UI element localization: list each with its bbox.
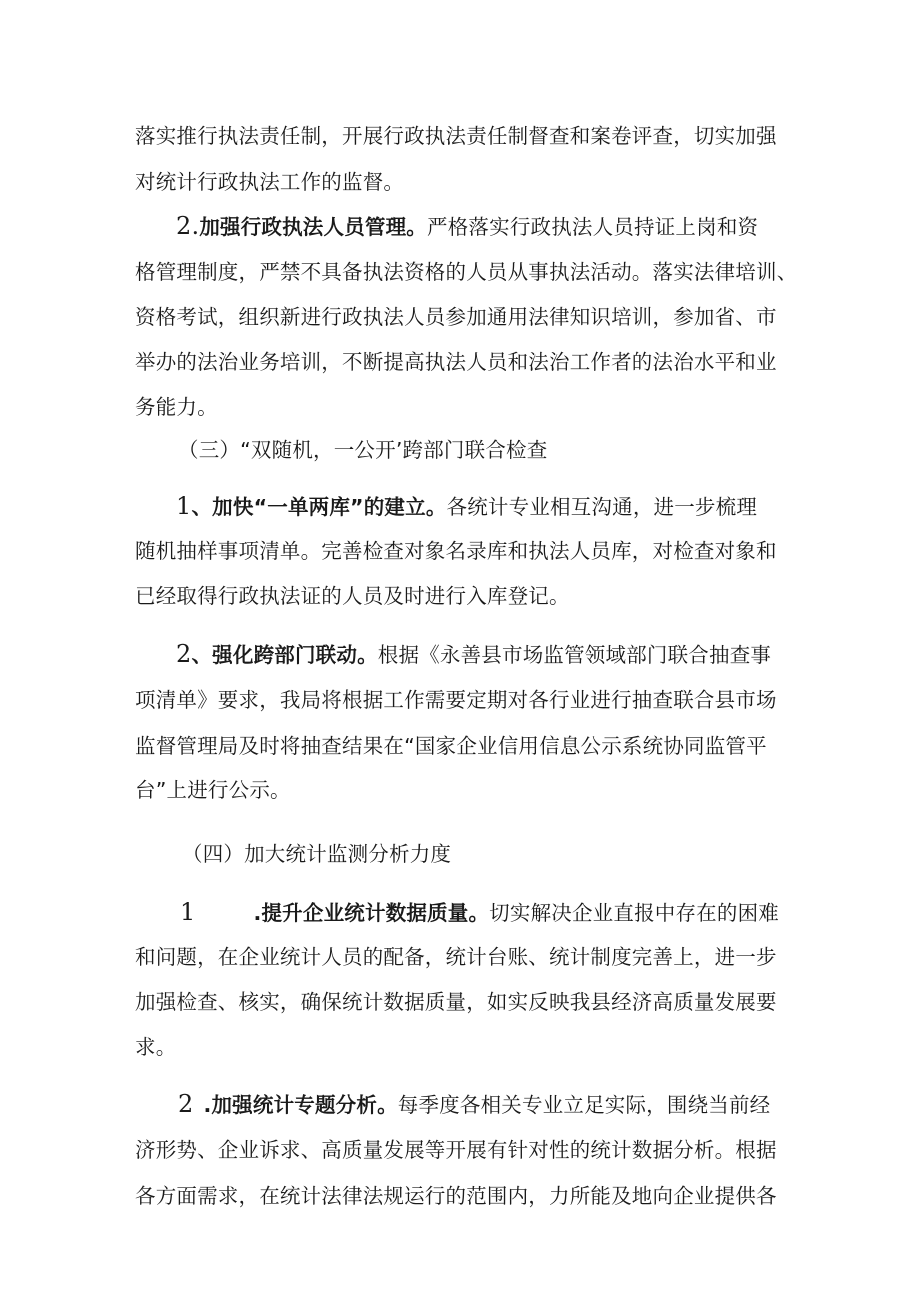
item-text: 根据《永善县市场监管领域部门联合抽查事 xyxy=(377,643,772,667)
paragraph-line: 求。 xyxy=(135,1035,177,1059)
paragraph-line xyxy=(176,212,758,241)
item-number: 2. xyxy=(176,212,200,240)
paragraph-line: 格管理制度，严禁不具备执法资格的人员从事执法活动。落实法律培训、 xyxy=(135,260,798,284)
section-heading: （三）“双随机，一公开’跨部门联合检查 xyxy=(178,438,548,462)
item-heading: 加强行政执法人员管理。 xyxy=(199,215,428,239)
item-heading: 、加快“一单两库”的建立。 xyxy=(191,495,447,519)
paragraph-line: 加强检查、核实，确保统计数据质量，如实反映我县经济高质量发展要 xyxy=(135,990,777,1014)
paragraph-line: 举办的法治业务培训，不断提高执法人员和法治工作者的法治水平和业 xyxy=(135,350,777,374)
paragraph-line: 务能力。 xyxy=(135,395,218,419)
item-text: 各统计专业相互沟通，进一步梳理 xyxy=(446,495,758,519)
paragraph-line: 随机抽样事项清单。完善检查对象名录库和执法人员库，对检查对象和 xyxy=(135,539,777,563)
paragraph-line: 资格考试，组织新进行政执法人员参加通用法律知识培训，参加省、市 xyxy=(135,305,777,329)
item-heading: .加强统计专题分析。 xyxy=(203,1093,398,1117)
item-number: 2 xyxy=(178,1090,194,1118)
item-text: 严格落实行政执法人员持证上岗和资 xyxy=(427,215,759,239)
paragraph-line: 各方面需求，在统计法律法规运行的范围内，力所能及地向企业提供各 xyxy=(135,1184,777,1208)
paragraph-line: 落实推行执法责任制，开展行政执法责任制督查和案卷评查，切实加强 xyxy=(135,124,777,148)
item-number: 1 xyxy=(176,492,192,520)
paragraph-line: 项清单》要求，我局将根据工作需要定期对各行业进行抽查联合县市场 xyxy=(135,688,777,712)
paragraph-line: 监督管理局及时将抽查结果在“国家企业信用信息公示系统协同监管平 xyxy=(135,734,767,758)
paragraph-line: 对统计行政执法工作的监督。 xyxy=(135,170,405,194)
item-number: 1 xyxy=(180,898,196,926)
item-text: 切实解决企业直报中存在的困难 xyxy=(489,901,779,925)
item-text: 每季度各相关专业立足实际，围绕当前经 xyxy=(397,1093,771,1117)
paragraph-line: 台”上进行公示。 xyxy=(135,778,291,802)
paragraph-line xyxy=(180,898,779,927)
paragraph-line xyxy=(178,1090,770,1119)
section-heading: （四）加大统计监测分析力度 xyxy=(182,842,452,866)
item-heading: .提升企业统计数据质量。 xyxy=(253,901,490,925)
paragraph-line: 和问题，在企业统计人员的配备，统计台账、统计制度完善上，进一步 xyxy=(135,945,777,969)
paragraph-line: 济形势、企业诉求、高质量发展等开展有针对性的统计数据分析。根据 xyxy=(135,1138,777,1162)
paragraph-line xyxy=(176,640,771,669)
item-number: 2 xyxy=(176,640,192,668)
paragraph-line: 已经取得行政执法证的人员及时进行入库登记。 xyxy=(135,584,570,608)
paragraph-line xyxy=(176,492,757,521)
item-heading: 、强化跨部门联动。 xyxy=(191,643,378,667)
